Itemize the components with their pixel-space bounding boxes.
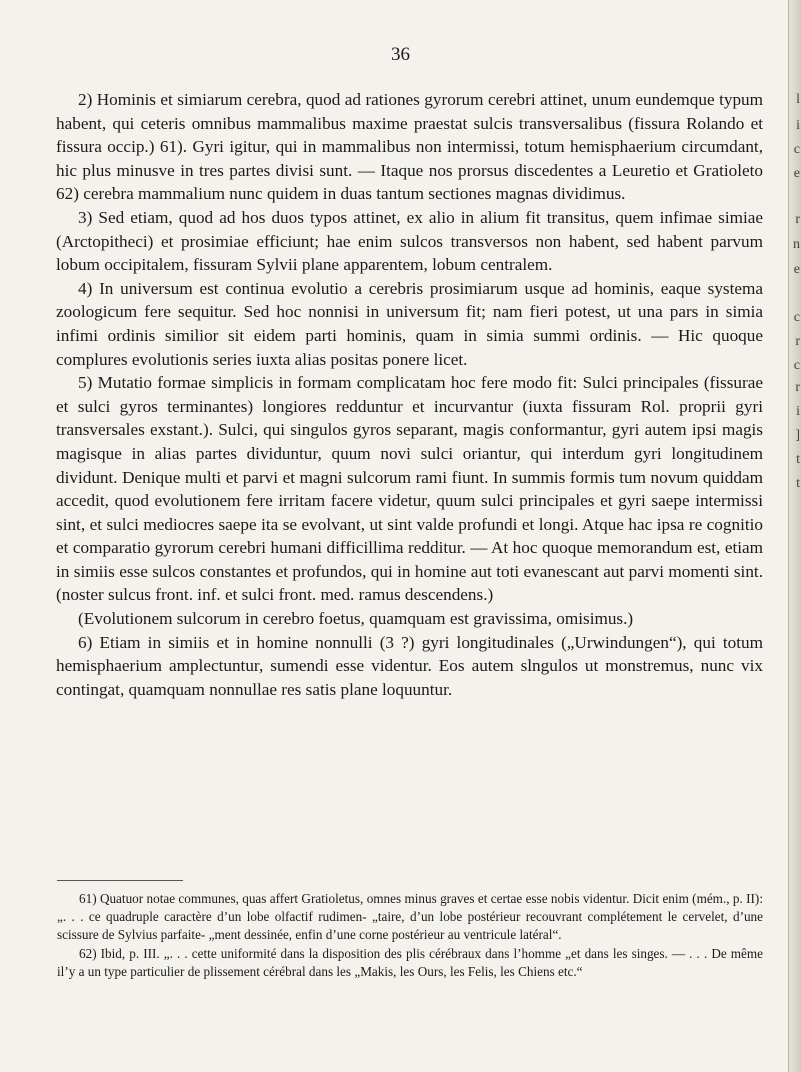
edge-letter: i (796, 404, 800, 419)
edge-letter: c (793, 310, 800, 325)
edge-letter: n (793, 237, 800, 252)
edge-letter: c (793, 142, 800, 157)
footnote-divider (57, 880, 183, 881)
paragraph-4: 4) In universum est continua evolutio a cerebris prosimiarum usque ad hominis, eaque systema zoologicum fere sequitur. Sed hoc nonnisi in universum fit; nam fieri potest, ut una pars in simia infimi ordinis similior sit eidem parti hominis, quam in simia summi ordinis. — Hic quoque complures evolutionis series iuxta alias positas ponere licet. (56, 278, 763, 369)
main-text (56, 88, 763, 701)
paragraph-6: 6) Etiam in simiis et in homine nonnulli (3 ?) gyri longitudinales („Urwindungen“), qui totum hemisphaerium amplectuntur, sumendi esse videntur. Eos autem slngulos ut monstremus, nunc vix contingat, quamquam nonnullae res satis plane loquuntur. (56, 632, 763, 699)
paragraph-5: 5) Mutatio formae simplicis in formam complicatam hoc fere modo fit: Sulci principales (fissurae et sulci gyros terminantes) longiores redduntur et incurvantur (iuxta fissuram Rol. proprii gyri transversales exstant.). Sulci, qui singulos gyros separant, magis conformantur, gyri autem ipsi magis magisque in alias partes dividuntur, quum novi sulci oriantur, qui interdum gyri longitudinem dividunt. Denique multi et parvi et magni sulcorum rami fiunt. In summis formis tum novum quiddam accedit, quod evolutionem fere irritam facere videtur, quum sulci principales et gyri saepe intermissi sint, et sulci mediocres saepe ita se evolvant, ut sint valde profundi et longi. Atque hac ipsa re cognitio et comparatio gyrorum cerebri humani difficillima redditur. — At hoc quoque memorandum est, etiam in simiis esse sulcos constantes et profundos, qui in homine aut toti evanescant aut parvi momenti sint. (noster sulcus front. inf. et sulci front. med. ramus descendens.) (56, 373, 763, 605)
footnote-62: 62) Ibid, p. III. „. . . cette uniformité dans la disposition des plis cérébraux dans l’homme „et dans les singes. — . . . De même il’y a un type particulier de plissement cérébral dans les „Makis, les Ours, les Felis, les Chiens etc.“ (57, 945, 763, 979)
footnotes (57, 890, 763, 981)
edge-letter: ] (795, 428, 800, 443)
edge-letter: c (793, 358, 800, 373)
edge-letter: l (796, 92, 800, 107)
paragraph-3: 3) Sed etiam, quod ad hos duos typos attinet, ex alio in alium fit transitus, quem infimae simiae (Arctopitheci) et prosimiae efficiunt; hae enim sulcos transversos non habent, sed habent parvum lobum occipitalem, fissuram Sylvii plane apparentem, lobum centralem. (56, 207, 763, 275)
paragraph-2: 2) Hominis et simiarum cerebra, quod ad rationes gyrorum cerebri attinet, unum eundemque typum habent, qui ceteris omnibus mammalibus maxime praestat sulcis transversalibus (fissura Rolando et fissura occip.) 61). Gyri igitur, qui in mammalibus non intermissi, totum hemisphaerium circumdant, hic plus minusve in tres partes divisi sunt. — Itaque nos prorsus discedentes a Leuretio et Gratioleto 62) cerebra mammalium nunc quidem in duas tantum sectiones magnas dividimus. (56, 90, 763, 204)
edge-letter: e (793, 262, 800, 277)
edge-letter: r (795, 380, 800, 395)
footnote-61: 61) Quatuor notae communes, quas affert Gratioletus, omnes minus graves et certae esse nobis videntur. Dicit enim (mém., p. II): „. . . ce quadruple caractère d’un lobe olfactif rudimen- „taire, d’un lobe postérieur recouvrant complétement le cervelet, d’une scissure de Sylvius parfaite- „ment dessinée, enfin d’une corne postérieur au ventricule latéral“. (57, 891, 763, 943)
edge-letter: r (795, 334, 800, 349)
page-number: 36 (391, 44, 410, 65)
edge-letter: i (796, 118, 800, 133)
paragraph-parenthetical: (Evolutionem sulcorum in cerebro foetus, quamquam est gravissima, omisimus.) (78, 609, 634, 629)
edge-letter: t (796, 476, 800, 491)
adjacent-page-edge (788, 0, 801, 1072)
edge-letter: t (796, 452, 800, 467)
edge-letter: r (795, 212, 800, 227)
edge-letter: e (793, 166, 800, 181)
